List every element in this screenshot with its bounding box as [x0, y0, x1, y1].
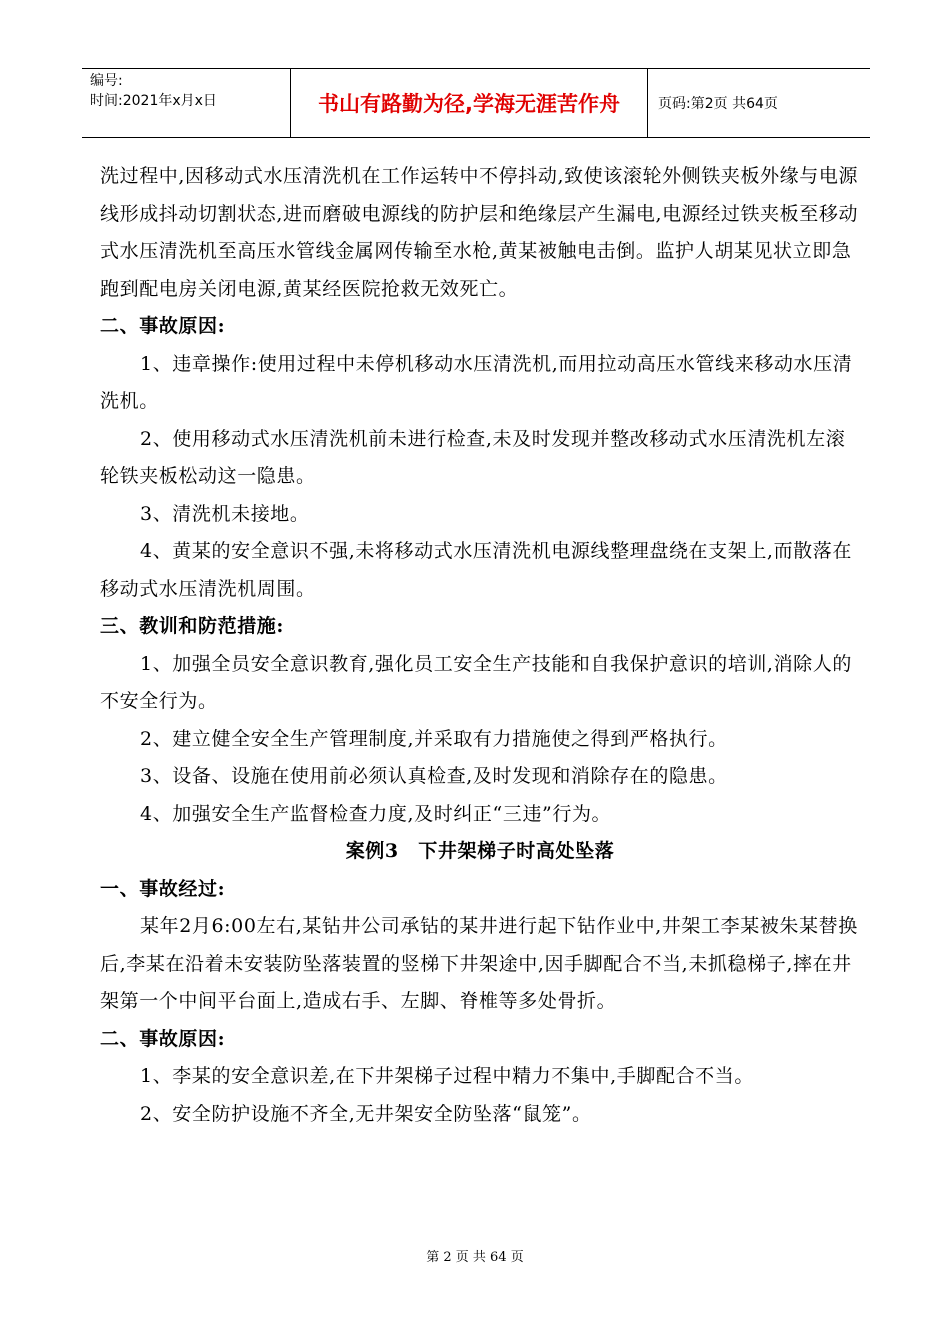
page-footer: 第 2 页 共 64 页 — [426, 1250, 524, 1265]
header-motto: 书山有路勤为径,学海无涯苦作舟 — [291, 69, 648, 137]
case-title: 案例3 下井架梯子时高处坠落 — [345, 840, 615, 862]
paragraph: 4、加强安全生产监督检查力度,及时纠正“三违”行为。 — [140, 802, 612, 825]
paragraph: 2、安全防护设施不齐全,无井架安全防坠落“鼠笼”。 — [140, 1102, 592, 1125]
paragraph: 3、设备、设施在使用前必须认真检查,及时发现和消除存在的隐患。 — [140, 765, 728, 787]
paragraph: 2、建立健全安全生产管理制度,并采取有力措施使之得到严格执行。 — [140, 727, 728, 750]
section-heading: 三、教训和防范措施: — [100, 615, 285, 637]
section-heading: 二、事故原因: — [100, 315, 226, 337]
header-page-info: 页码:第2页 共64页 — [658, 96, 778, 112]
paragraph: 某年2月6:00左右,某钻井公司承钻的某井进行起下钻作业中,井架工李某被朱某替换后,李某在沿着未安装防坠落装置的竖梯下井架途中,因手脚配合不当,未抓稳梯子,摔在井架第一个中间平台面上,造成右手、左脚、脊椎等多处骨折。 — [100, 915, 858, 1012]
time-label: 时间:2021年x月x日 — [90, 93, 217, 109]
paragraph: 3、清洗机未接地。 — [140, 502, 310, 525]
page-header — [82, 68, 870, 138]
paragraph: 洗过程中,因移动式水压清洗机在工作运转中不停抖动,致使该滚轮外侧铁夹板外缘与电源线形成抖动切割状态,进而磨破电源线的防护层和绝缘层产生漏电,电源经过铁夹板至移动式水压清洗机至高压水管线金属网传输至水枪,黄某被触电击倒。监护人胡某见状立即急跑到配电房关闭电源,黄某经医院抢救无效死亡。 — [100, 165, 859, 300]
document-body — [100, 158, 860, 1133]
section-heading: 一、事故经过: — [100, 877, 226, 900]
number-label: 编号: — [90, 73, 123, 89]
paragraph: 1、违章操作:使用过程中未停机移动水压清洗机,而用拉动高压水管线来移动水压清洗机。 — [100, 352, 853, 412]
section-heading: 二、事故原因: — [100, 1027, 226, 1050]
paragraph: 2、使用移动式水压清洗机前未进行检查,未及时发现并整改移动式水压清洗机左滚轮铁夹板松动这一隐患。 — [100, 427, 846, 487]
paragraph: 4、黄某的安全意识不强,未将移动式水压清洗机电源线整理盘绕在支架上,而散落在移动式水压清洗机周围。 — [100, 540, 852, 600]
paragraph: 1、李某的安全意识差,在下井架梯子过程中精力不集中,手脚配合不当。 — [140, 1065, 754, 1087]
paragraph: 1、加强全员安全意识教育,强化员工安全生产技能和自我保护意识的培训,消除人的不安全行为。 — [100, 652, 852, 712]
header-meta — [82, 69, 291, 137]
